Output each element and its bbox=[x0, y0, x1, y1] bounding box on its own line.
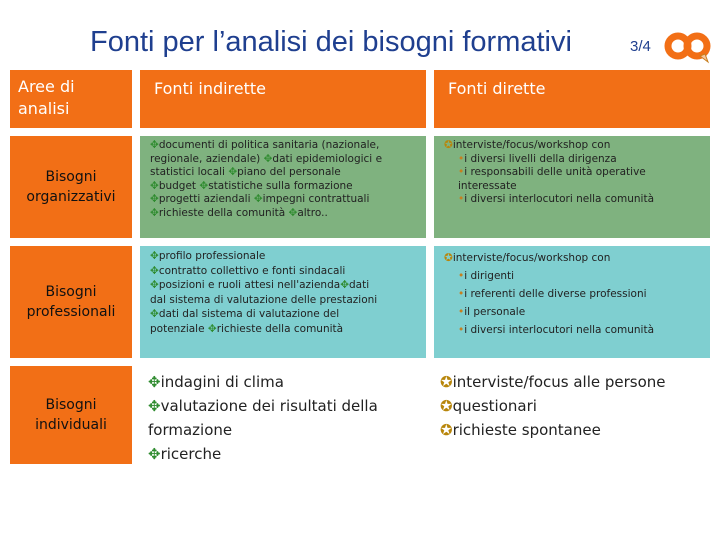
dot-bullet-icon: • bbox=[458, 288, 465, 300]
dot-bullet-icon: • bbox=[458, 152, 465, 165]
diamond-bullet-icon: ✥ bbox=[228, 166, 238, 178]
dot-bullet-icon: • bbox=[458, 193, 465, 205]
logo-icon bbox=[664, 26, 712, 66]
diamond-bullet-icon: ✥ bbox=[150, 193, 159, 205]
org-indirect-4: statistici locali bbox=[150, 166, 225, 178]
row-label-professionali bbox=[10, 246, 132, 358]
ind-indirect-2: valutazione dei risultati della bbox=[160, 397, 378, 415]
star-bullet-icon: ✪ bbox=[440, 373, 453, 391]
cell-ind-direct bbox=[434, 370, 710, 470]
star-bullet-icon: ✪ bbox=[444, 139, 453, 151]
row-label-individuali-text: Bisogni individuali bbox=[35, 397, 107, 433]
diamond-bullet-icon: ✥ bbox=[150, 308, 159, 320]
header-indirect bbox=[140, 70, 426, 128]
prof-indirect-7: potenziale bbox=[150, 322, 205, 335]
diamond-bullet-icon: ✥ bbox=[340, 279, 349, 291]
dot-bullet-icon: • bbox=[458, 270, 465, 282]
prof-direct-1: interviste/focus/workshop con bbox=[452, 252, 611, 264]
prof-direct-2: i dirigenti bbox=[464, 270, 515, 282]
cell-prof-indirect bbox=[140, 246, 426, 358]
org-direct-3: i responsabili delle unità operative bbox=[464, 166, 646, 178]
diamond-bullet-icon: ✥ bbox=[288, 206, 298, 219]
cell-org-direct bbox=[434, 136, 710, 238]
diamond-bullet-icon: ✥ bbox=[148, 445, 161, 463]
dot-bullet-icon: • bbox=[458, 166, 465, 178]
prof-indirect-6: dati dal sistema di valutazione del bbox=[158, 308, 340, 320]
diamond-bullet-icon: ✥ bbox=[253, 193, 263, 205]
diamond-bullet-icon: ✥ bbox=[150, 179, 159, 192]
org-indirect-9: impegni contrattuali bbox=[262, 193, 370, 205]
prof-direct-5: i diversi interlocutori nella comunità bbox=[464, 324, 655, 336]
cell-org-indirect bbox=[140, 136, 426, 238]
header-areas-label: Aree di analisi bbox=[18, 77, 75, 118]
org-indirect-11: altro.. bbox=[297, 206, 328, 219]
org-direct-5: i diversi interlocutori nella comunità bbox=[464, 193, 655, 205]
page-number: 3/4 bbox=[630, 38, 651, 55]
ind-indirect-4: ricerche bbox=[160, 445, 222, 463]
ind-direct-2: questionari bbox=[452, 397, 537, 415]
header-direct-label: Fonti dirette bbox=[448, 79, 546, 98]
page-title: Fonti per l’analisi dei bisogni formativi bbox=[90, 26, 572, 58]
prof-indirect-8: richieste della comunità bbox=[216, 322, 344, 335]
diamond-bullet-icon: ✥ bbox=[150, 250, 159, 262]
ind-direct-1: interviste/focus alle persone bbox=[452, 373, 666, 391]
org-indirect-2: regionale, aziendale) bbox=[150, 152, 261, 165]
ind-indirect-3: formazione bbox=[148, 421, 233, 439]
org-indirect-1: documenti di politica sanitaria (nazionale, bbox=[158, 139, 380, 151]
cell-ind-indirect bbox=[140, 370, 426, 470]
prof-indirect-1: profilo professionale bbox=[158, 250, 266, 262]
org-direct-1: interviste/focus/workshop con bbox=[452, 139, 611, 151]
diamond-bullet-icon: ✥ bbox=[199, 179, 209, 192]
diamond-bullet-icon: ✥ bbox=[263, 152, 273, 165]
prof-indirect-5: dal sistema di valutazione delle prestazioni bbox=[150, 293, 378, 306]
ind-indirect-1: indagini di clima bbox=[160, 373, 284, 391]
diamond-bullet-icon: ✥ bbox=[150, 279, 159, 291]
star-bullet-icon: ✪ bbox=[444, 252, 453, 264]
diamond-bullet-icon: ✥ bbox=[150, 264, 159, 277]
star-bullet-icon: ✪ bbox=[440, 421, 453, 439]
org-indirect-8: progetti aziendali bbox=[158, 193, 251, 205]
prof-direct-3: i referenti delle diverse professioni bbox=[464, 288, 647, 300]
row-label-individuali bbox=[10, 366, 132, 464]
prof-indirect-2: contratto collettivo e fonti sindacali bbox=[158, 264, 346, 277]
org-indirect-3: dati epidemiologici e bbox=[272, 152, 383, 165]
org-indirect-10: richieste della comunità bbox=[158, 206, 286, 219]
ind-direct-3: richieste spontanee bbox=[452, 421, 601, 439]
header-areas bbox=[10, 70, 132, 128]
diamond-bullet-icon: ✥ bbox=[148, 373, 161, 391]
prof-direct-4: il personale bbox=[464, 306, 526, 318]
org-indirect-6: budget bbox=[158, 179, 197, 192]
header-indirect-label: Fonti indirette bbox=[154, 79, 267, 98]
org-indirect-7: statistiche sulla formazione bbox=[208, 179, 353, 192]
diamond-bullet-icon: ✥ bbox=[150, 206, 159, 219]
row-label-organizzativi bbox=[10, 136, 132, 238]
cell-prof-direct bbox=[434, 246, 710, 358]
diamond-bullet-icon: ✥ bbox=[207, 322, 217, 335]
org-indirect-5: piano del personale bbox=[237, 166, 341, 178]
star-bullet-icon: ✪ bbox=[440, 397, 453, 415]
diamond-bullet-icon: ✥ bbox=[150, 139, 159, 151]
prof-indirect-4: dati bbox=[349, 279, 370, 291]
dot-bullet-icon: • bbox=[458, 306, 465, 318]
dot-bullet-icon: • bbox=[458, 324, 465, 336]
row-label-organizzativi-text: Bisogni organizzativi bbox=[26, 169, 116, 205]
header-direct bbox=[434, 70, 710, 128]
diamond-bullet-icon: ✥ bbox=[148, 397, 161, 415]
row-label-professionali-text: Bisogni professionali bbox=[26, 284, 116, 320]
org-direct-4: interessate bbox=[458, 179, 517, 192]
org-direct-2: i diversi livelli della dirigenza bbox=[464, 152, 617, 165]
prof-indirect-3: posizioni e ruoli attesi nell'azienda bbox=[158, 279, 341, 291]
